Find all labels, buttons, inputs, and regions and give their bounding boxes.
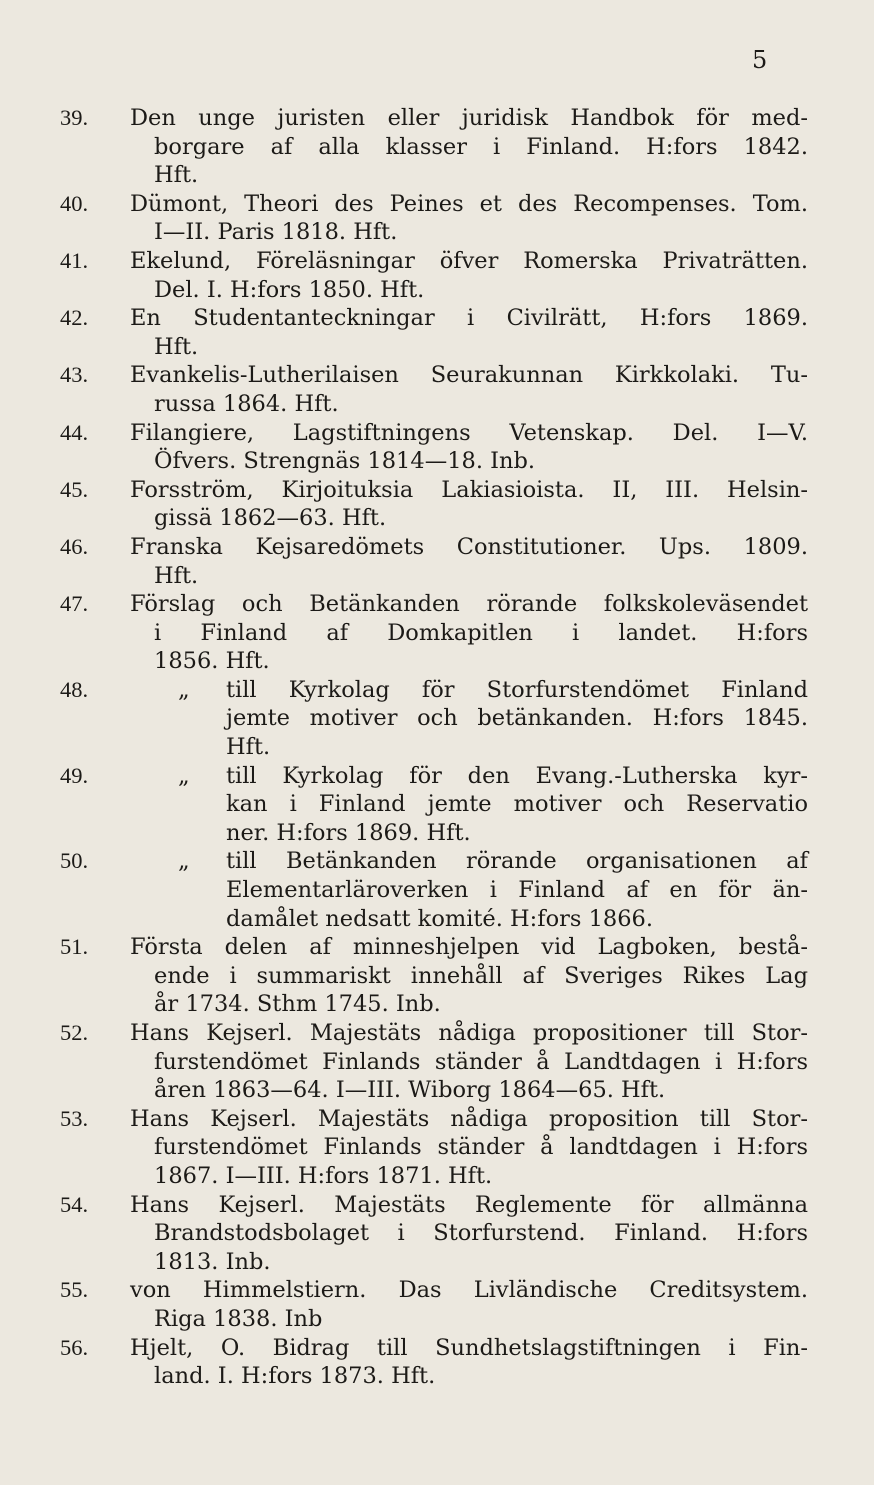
entry-line: år 1734. Sthm 1745. Inb. <box>154 991 441 1018</box>
bibliography-list <box>60 104 808 1391</box>
entry-line: Ekelund, Föreläsningar öfver Romerska Privaträtten. <box>130 247 808 274</box>
entry-line: furstendömet Finlands ständer å Landtdagen i H:fors <box>154 1048 808 1075</box>
page-number: 5 <box>752 46 768 74</box>
entry-line-text: till Betänkanden rörande organisationen af <box>226 848 808 875</box>
entry-line: ner. H:fors 1869. Hft. <box>226 819 471 846</box>
bibliography-entry <box>60 361 808 418</box>
entry-line: Brandstodsbolaget i Storfurstend. Finland. H:fors <box>154 1220 808 1247</box>
bibliography-entry <box>60 1105 808 1191</box>
bibliography-entry <box>60 476 808 533</box>
ditto-mark: „ <box>178 848 190 875</box>
bibliography-entry <box>60 590 808 676</box>
entry-line-text: till Kyrkolag för Storfurstendömet Finland <box>226 676 808 703</box>
entry-line: Hft. <box>226 734 271 761</box>
entry-number: 39. <box>60 105 89 130</box>
entry-line: Del. I. H:fors 1850. Hft. <box>154 276 425 303</box>
entry-line: Franska Kejsaredömets Constitutioner. Ups. 1809. <box>130 533 808 560</box>
entry-line: land. I. H:fors 1873. Hft. <box>154 1363 436 1390</box>
entry-number: 41. <box>60 247 89 273</box>
entry-line: Riga 1838. Inb <box>154 1305 323 1332</box>
entry-line: Hft. <box>154 333 199 360</box>
entry-line: Öfvers. Strengnäs 1814—18. Inb. <box>154 448 536 475</box>
bibliography-entry <box>60 247 808 304</box>
entry-line: damålet nedsatt komité. H:fors 1866. <box>226 905 653 932</box>
entry-line: Förslag och Betänkanden rörande folkskoleväsendet <box>130 591 808 618</box>
entry-line: 1856. Hft. <box>154 648 270 675</box>
entry-line: Elementarläroverken i Finland af en för än- <box>226 877 808 904</box>
ditto-mark: „ <box>178 676 190 703</box>
entry-line <box>130 676 808 705</box>
bibliography-entry <box>60 304 808 361</box>
entry-number: 43. <box>60 362 89 388</box>
entry-line: 1867. I—III. H:fors 1871. Hft. <box>154 1162 493 1189</box>
entry-line: åren 1863—64. I—III. Wiborg 1864—65. Hft. <box>154 1077 666 1104</box>
entry-line: von Himmelstiern. Das Livländische Creditsystem. <box>130 1277 808 1304</box>
entry-line: i Finland af Domkapitlen i landet. H:fors <box>154 619 808 646</box>
entry-line: borgare af alla klasser i Finland. H:fors 1842. <box>154 133 808 160</box>
entry-line: Första delen af minneshjelpen vid Lagboken, bestå- <box>130 934 808 961</box>
entry-line: Hft. <box>154 162 199 189</box>
entry-number: 40. <box>60 190 89 216</box>
entry-number: 48. <box>60 676 89 702</box>
entry-line: Hans Kejserl. Majestäts nådiga proposition till Stor- <box>130 1105 808 1132</box>
entry-line: jemte motiver och betänkanden. H:fors 1845. <box>226 705 808 732</box>
entry-line: Forsström, Kirjoituksia Lakiasioista. II, III. Helsin- <box>130 476 808 503</box>
entry-line: Hjelt, O. Bidrag till Sundhetslagstiftningen i Fin- <box>130 1334 808 1361</box>
ditto-mark: „ <box>178 762 190 789</box>
entry-line: 1813. Inb. <box>154 1248 271 1275</box>
bibliography-entry <box>60 933 808 1019</box>
entry-number: 50. <box>60 848 89 874</box>
entry-line: Hft. <box>154 562 199 589</box>
entry-line <box>130 762 808 791</box>
bibliography-entry <box>60 1276 808 1333</box>
entry-line: furstendömet Finlands ständer å landtdagen i H:fors <box>154 1134 808 1161</box>
entry-number: 46. <box>60 533 89 559</box>
bibliography-entry <box>60 847 808 933</box>
entry-line: ende i summariskt innehåll af Sveriges Rikes Lag <box>154 962 808 989</box>
entry-line-text: till Kyrkolag för den Evang.-Lutherska kyr- <box>226 762 808 789</box>
bibliography-entry <box>60 419 808 476</box>
entry-number: 44. <box>60 419 89 445</box>
entry-number: 45. <box>60 476 89 502</box>
entry-line: gissä 1862—63. Hft. <box>154 505 387 532</box>
entry-number: 49. <box>60 762 89 788</box>
entry-number: 54. <box>60 1191 89 1217</box>
entry-line: russa 1864. Hft. <box>154 390 339 417</box>
entry-line: Dümont, Theori des Peines et des Recompenses. Tom. <box>130 190 808 217</box>
entry-number: 56. <box>60 1334 89 1360</box>
entry-number: 51. <box>60 934 89 960</box>
bibliography-entry <box>60 676 808 762</box>
entry-number: 42. <box>60 305 89 331</box>
entry-line: kan i Finland jemte motiver och Reservatio <box>226 791 808 818</box>
bibliography-entry <box>60 533 808 590</box>
entry-line: Den unge juristen eller juridisk Handbok för med- <box>130 105 808 131</box>
entry-line: Filangiere, Lagstiftningens Vetenskap. Del. I—V. <box>130 419 808 446</box>
bibliography-entry <box>60 1019 808 1105</box>
entry-number: 55. <box>60 1277 89 1303</box>
entry-line: Evankelis-Lutherilaisen Seurakunnan Kirkkolaki. Tu- <box>130 362 808 389</box>
entry-line: Hans Kejserl. Majestäts Reglemente för allmänna <box>130 1191 808 1218</box>
entry-line: En Studentanteckningar i Civilrätt, H:fors 1869. <box>130 305 808 332</box>
bibliography-entry <box>60 104 808 190</box>
bibliography-entry <box>60 1191 808 1277</box>
entry-line <box>130 847 808 876</box>
bibliography-entry <box>60 1334 808 1391</box>
entry-number: 47. <box>60 591 89 617</box>
bibliography-entry <box>60 762 808 848</box>
entry-line: I—II. Paris 1818. Hft. <box>154 219 398 246</box>
bibliography-entry <box>60 190 808 247</box>
entry-line: Hans Kejserl. Majestäts nådiga propositioner till Stor- <box>130 1020 808 1046</box>
entry-number: 52. <box>60 1020 89 1045</box>
entry-number: 53. <box>60 1105 89 1131</box>
